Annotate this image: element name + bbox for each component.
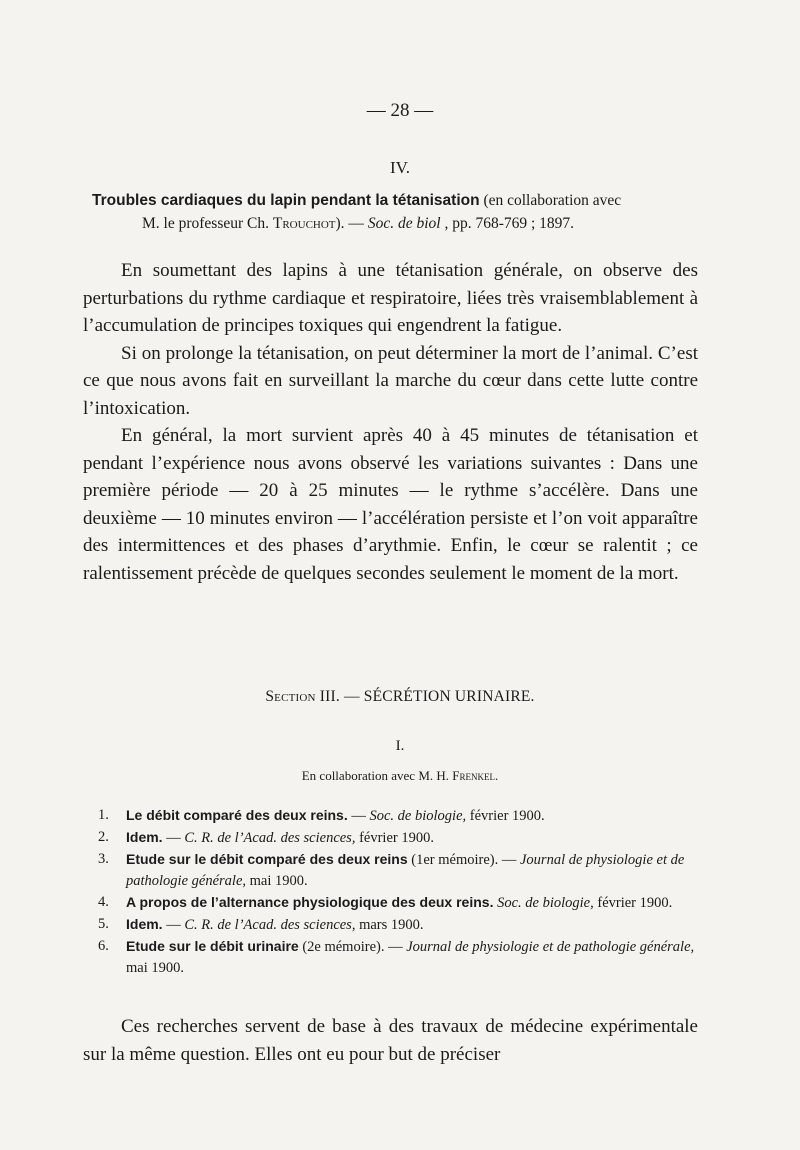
article-body — [83, 257, 698, 587]
reference-sep: — — [162, 917, 185, 933]
reference-item — [98, 914, 702, 936]
part-roman-numeral: IV. — [390, 158, 410, 177]
reference-title: Idem. — [126, 829, 163, 845]
reference-list — [98, 805, 702, 979]
reference-number: 1. — [98, 807, 109, 823]
reference-journal: Soc. de biologie, — [369, 808, 467, 824]
article-collab-note: (en collaboration avec — [479, 192, 622, 209]
reference-title: Etude sur le débit urinaire — [126, 938, 299, 954]
reference-sep: — — [347, 808, 370, 824]
article-collaborator: Trouchot — [272, 215, 336, 232]
closing-paragraph — [83, 1013, 698, 1068]
reference-title: Etude sur le débit comparé des deux reins — [126, 851, 408, 867]
reference-item — [98, 936, 702, 979]
reference-number: 6. — [98, 938, 109, 954]
paragraph-1: En soumettant des lapins à une tétanisation générale, on observe des perturbations du rythme cardiaque et respiratoire, liées très vraisemblablement à l’accumulation de principes toxiques qui engendrent la fatigue. — [83, 260, 698, 336]
reference-number: 4. — [98, 894, 109, 910]
reference-date: février 1900. — [466, 808, 545, 824]
article-journal: Soc. de biol — [367, 215, 441, 232]
reference-number: 3. — [98, 851, 109, 867]
reference-sep: (1er mémoire). — — [407, 852, 520, 868]
reference-journal: Journal de physiologie et de pathologie générale, — [406, 939, 695, 955]
reference-journal: C. R. de l’Acad. des sciences, — [184, 917, 356, 933]
subsection-collab-prefix: En collaboration avec M. H. — [301, 768, 453, 783]
reference-item — [98, 892, 702, 914]
subsection-collaboration — [0, 768, 800, 784]
section-title: — SÉCRÉTION URINAIRE. — [339, 688, 535, 705]
article-heading — [92, 189, 700, 235]
reference-title: Le débit comparé des deux reins. — [126, 807, 348, 823]
reference-date: février 1900. — [355, 830, 434, 846]
article-heading-line-2 — [92, 212, 700, 235]
subsection-collaborator: Frenkel. — [452, 768, 499, 783]
reference-item — [98, 805, 702, 827]
reference-sep: — — [162, 830, 185, 846]
closing-text: Ces recherches servent de base à des travaux de médecine expérimentale sur la même question. Elles ont eu pour but de préciser — [83, 1016, 698, 1065]
paragraph-3: En général, la mort survient après 40 à 45 minutes de tétanisation et pendant l’expérience nous avons observé les variations suivantes : Dans une première période — 20 à 25 minutes — le rythme s’accélère. Dans une deuxième — 10 minutes environ — l’accélération persiste et l’on voit apparaître des intermittences et des phases d’arythmie. Enfin, le cœur se ralentit ; ce ralentissement précède de quelques secondes seulement le moment de la mort. — [83, 425, 698, 584]
reference-title: A propos de l’alternance physiologique des deux reins. — [126, 894, 494, 910]
reference-title: Idem. — [126, 916, 163, 932]
section-heading — [0, 688, 800, 706]
reference-item — [98, 827, 702, 849]
article-pages: , pp. 768-769 ; 1897. — [440, 215, 575, 232]
page-number: — 28 — — [366, 100, 434, 121]
reference-number: 2. — [98, 829, 109, 845]
reference-date: mai 1900. — [126, 960, 184, 976]
paragraph-2: Si on prolonge la tétanisation, on peut déterminer la mort de l’animal. C’est ce que nous avons fait en surveillant la marche du cœur dans cette lutte contre l’intoxication. — [83, 342, 698, 419]
reference-number: 5. — [98, 916, 109, 932]
subsection-roman-numeral: I. — [395, 738, 405, 754]
reference-date: mai 1900. — [246, 873, 308, 889]
section-label: Section III. — [265, 688, 340, 705]
article-collab-prefix: M. le professeur Ch. — [142, 215, 273, 232]
reference-journal: Journal de physiologie et de pathologie générale, — [126, 852, 685, 889]
reference-date: mars 1900. — [355, 917, 424, 933]
reference-journal: C. R. de l’Acad. des sciences, — [184, 830, 356, 846]
article-heading-line-1 — [92, 189, 700, 212]
reference-sep: (2e mémoire). — — [298, 939, 407, 955]
reference-date: février 1900. — [593, 895, 673, 911]
reference-item — [98, 849, 702, 892]
article-collab-suffix: ). — — [335, 215, 368, 232]
article-title: Troubles cardiaques du lapin pendant la tétanisation — [92, 192, 480, 209]
reference-journal: Soc. de biologie, — [497, 895, 594, 911]
